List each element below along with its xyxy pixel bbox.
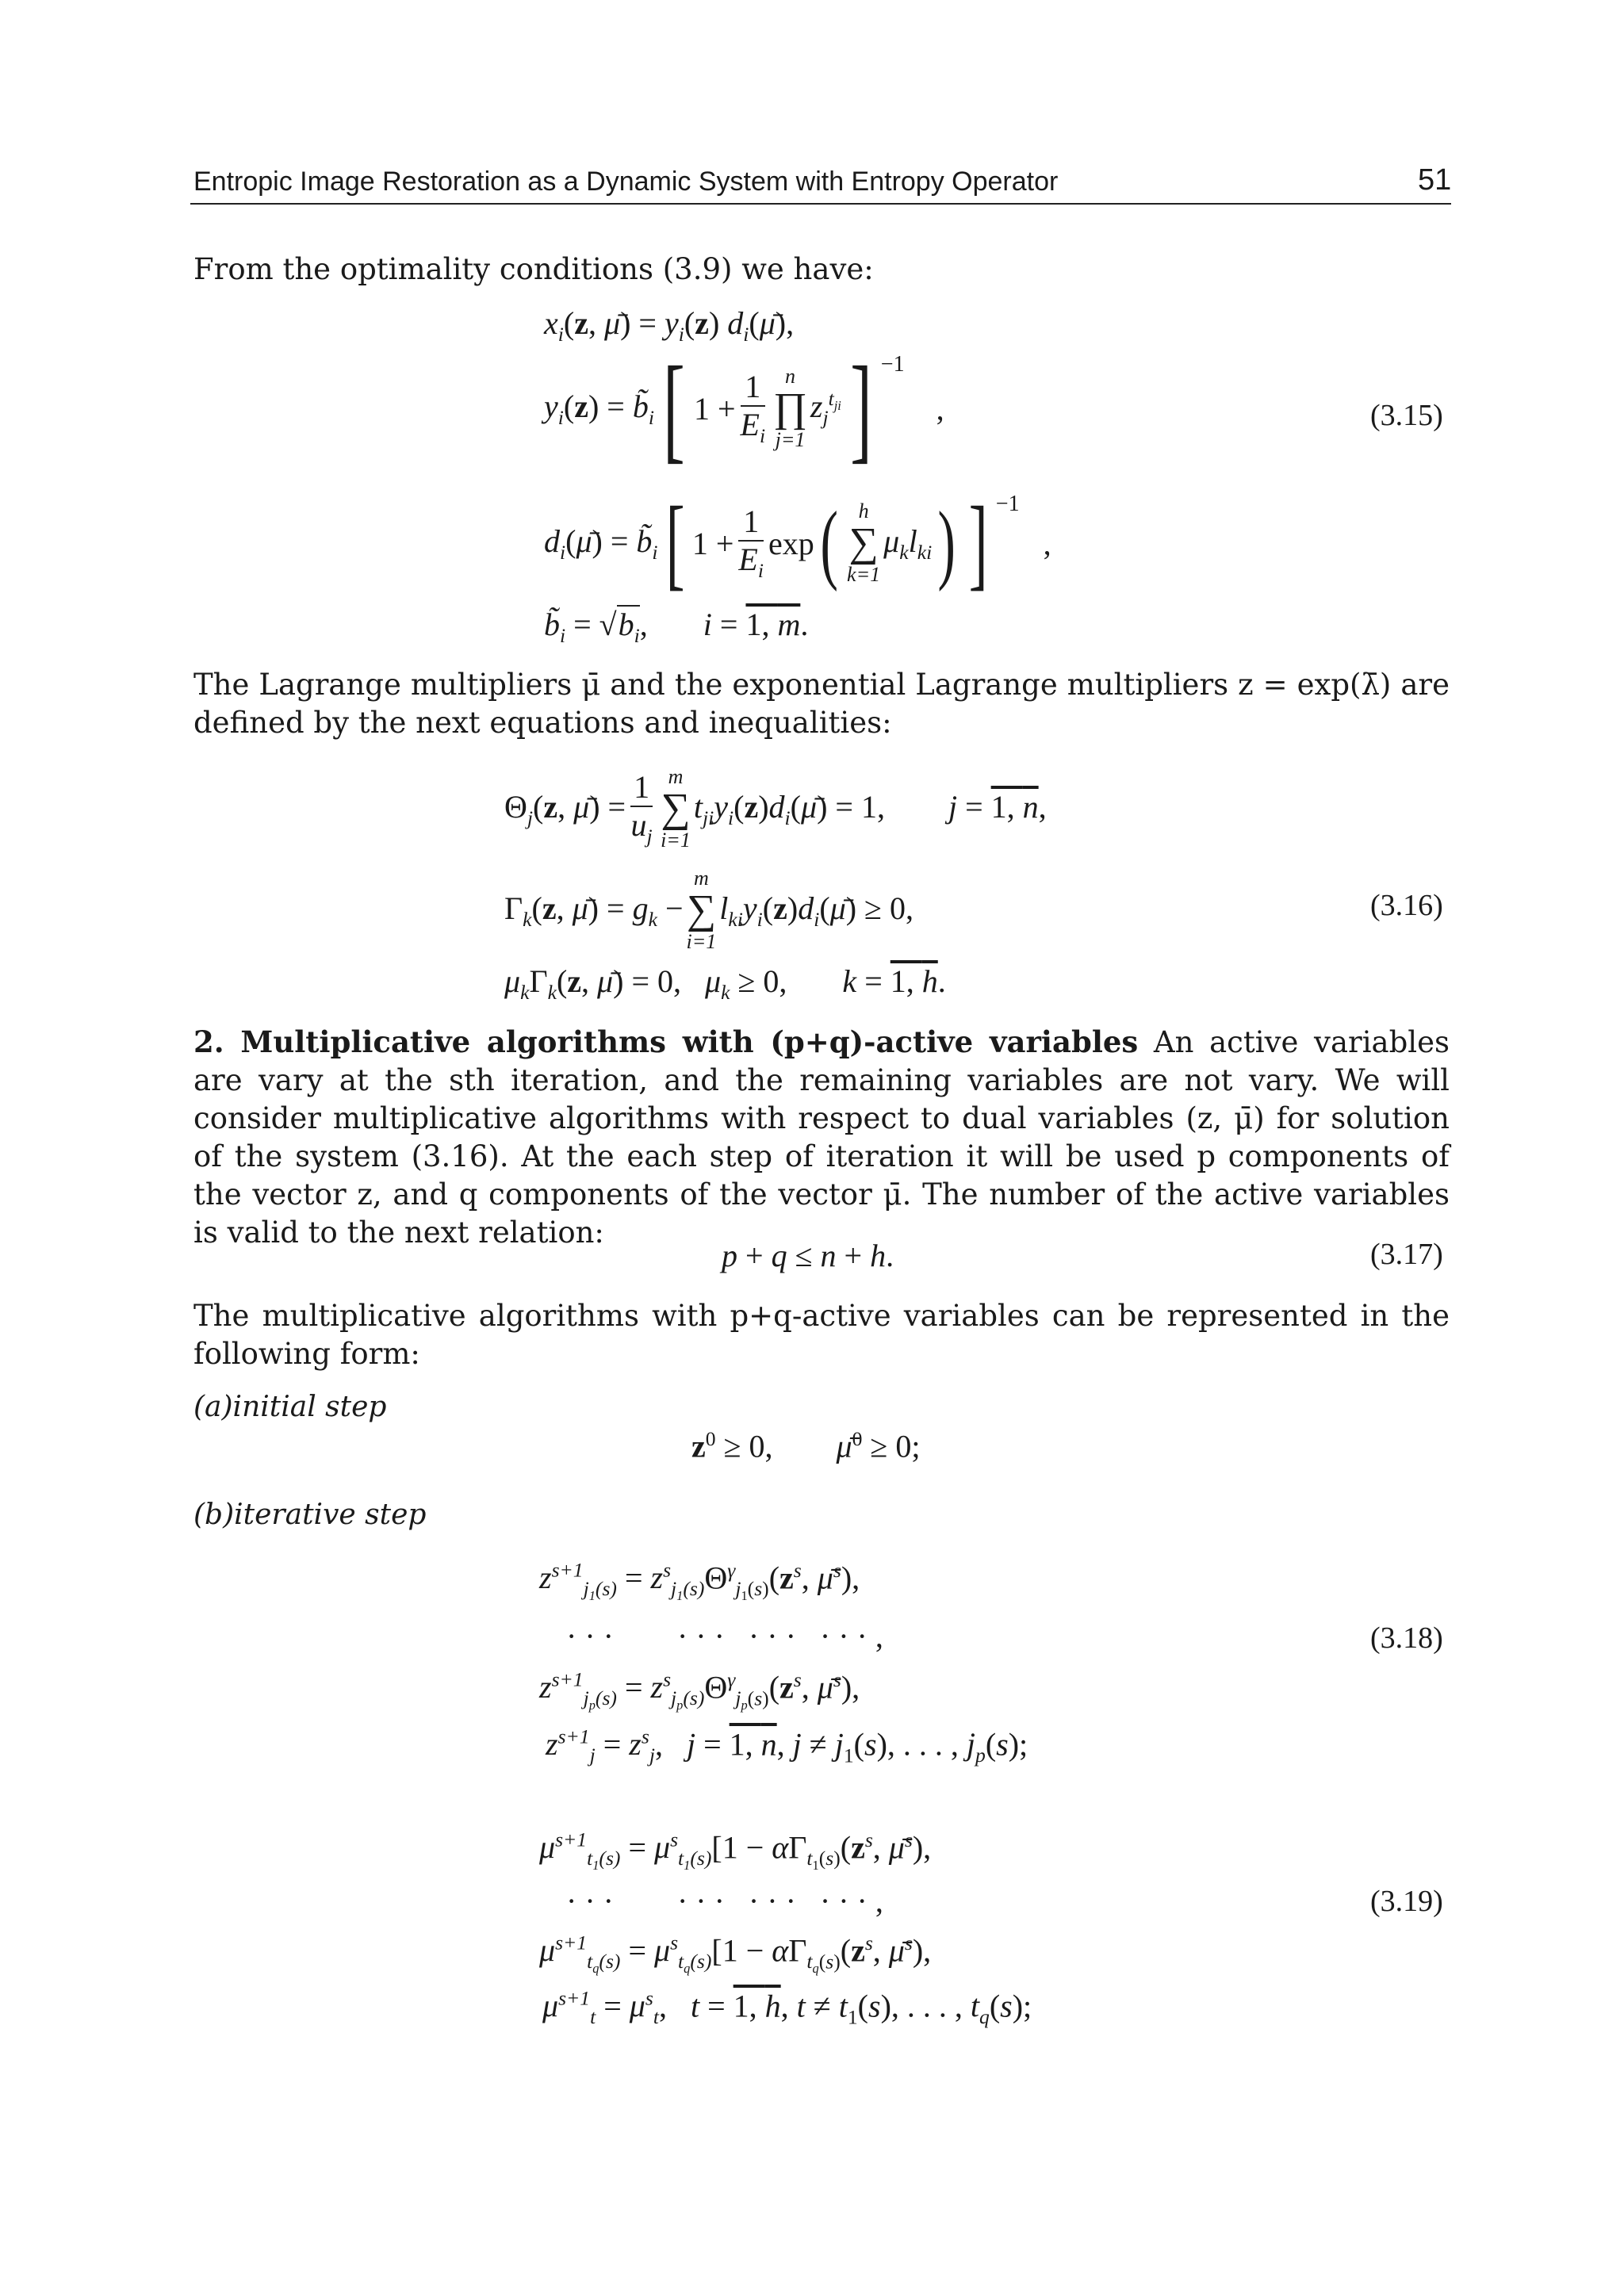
equation-mu-update-last: $\mu^{s+1}_{t_q(s)} = \mu^s_{t_q(s)}[1 - \alpha\Gamma_{t_q(s)}(z^s$, μ̄$^s$), xyxy=(539,1931,932,1977)
equation-complementarity: $\mu_k\Gamma_k(z$, μ̄) = 0, $\mu_k \ge 0$, k = 1, h. xyxy=(504,963,946,1004)
lagrange-paragraph: The Lagrange multipliers μ̄ and the exponential Lagrange multipliers z = exp(λ̄) are defined by the next equations and inequalities: xyxy=(193,668,1450,740)
equation-number-3-16: (3.16) xyxy=(1370,889,1443,922)
header-rule xyxy=(190,203,1451,205)
equation-number-3-17: (3.17) xyxy=(1370,1238,1443,1271)
section-paragraph xyxy=(193,1023,1450,1252)
equation-b-tilde: $b̃_i = √b_i$, i = 1, m. xyxy=(544,607,809,647)
equation-x: $x_i(z$, μ̄) = $y_i(z)$ $d_i(\mū)$, xyxy=(544,305,795,346)
equation-z-inactive: $z^{s+1}_j = z^s_j$, j = 1, n, $j \ne j_1(s)$, . . . , $j_p(s)$; xyxy=(546,1725,1028,1767)
equation-theta: $\Theta_j(z$, μ̄) = $\frac{1}{u_j}$ m ∑ i=1 $t_{ji}y_i(z)d_i(\mū) = 1$, j = 1, n, xyxy=(504,764,1047,852)
form-paragraph: The multiplicative algorithms with p+q-active variables can be represented in the following form: xyxy=(193,1299,1450,1371)
equation-gamma: $\Gamma_k(z$, μ̄) = $g_k$ − m ∑ i=1 $l_{ki}y_i(z)d_i(\mū) \ge 0$, xyxy=(504,866,914,954)
initial-step-label: (a)initial step xyxy=(193,1391,387,1423)
iterative-step-label: (b)iterative step xyxy=(193,1499,427,1531)
equation-mu-update-first: $\mu^{s+1}_{t_1(s)} = \mu^s_{t_1(s)}[1 - \alpha\Gamma_{t_1(s)}(z^s$, μ̄$^s$), xyxy=(539,1828,932,1874)
equation-z-update-first: $z^{s+1}_{j_1(s)} = z^s_{j_1(s)}\Theta^\gamma_{j_1(s)}(z^s$, μ̄$^s$), xyxy=(539,1559,860,1604)
section-heading: 2. Multiplicative algorithms with (p+q)-active variables xyxy=(193,1024,1139,1059)
intro-paragraph: From the optimality conditions (3.9) we have: xyxy=(193,252,874,286)
equation-mu-inactive: $\mu^{s+1}_t = \mu^s_t$, t = 1, h, $t \ne t_1(s)$, . . . , $t_q(s)$; xyxy=(542,1987,1032,2029)
equation-d: $d_i(\mū)$ = $b̃_i$ [ 1 + $\frac{1}{E_i}$ exp ( h ∑ k=1 $\mu_kl_{ki}$ ) ] −1 , xyxy=(544,486,1051,600)
equation-mu-ellipsis: · · · · · · · · · · · · , xyxy=(566,1883,883,1919)
equation-number-3-15: (3.15) xyxy=(1370,399,1443,432)
page-number: 51 xyxy=(1418,163,1452,197)
section-body: An active variables are vary at the sth iteration, and the remaining variables are not vary. We will consider multiplicative algorithms with respect to dual variables (z, μ̄) for solution of the system (3.16). At the each step of iteration it will be used p components of the vector z, and q components of the vector μ̄. The number of the active variables is valid to the next relation: xyxy=(193,1025,1450,1250)
equation-z-update-last: $z^{s+1}_{j_p(s)} = z^s_{j_p(s)}\Theta^\gamma_{j_p(s)}(z^s$, μ̄$^s$), xyxy=(539,1668,860,1713)
equation-y: $y_i(z)$ = $b̃_i$ [ 1 + $\frac{1}{E_i}$ n ∏ j=1 $z_j^{t_{ji}}$ ] −1 , xyxy=(544,343,944,474)
equation-active-count: p + q ≤ n + h. xyxy=(722,1238,894,1273)
equation-number-3-19: (3.19) xyxy=(1370,1885,1443,1918)
running-header: Entropic Image Restoration as a Dynamic System with Entropy Operator xyxy=(193,167,1059,197)
equation-z-ellipsis: · · · · · · · · · · · · , xyxy=(566,1618,883,1654)
equation-number-3-18: (3.18) xyxy=(1370,1621,1443,1655)
equation-initial: $z^0 \ge 0$, μ̄$^0$ ≥ 0; xyxy=(691,1427,921,1464)
